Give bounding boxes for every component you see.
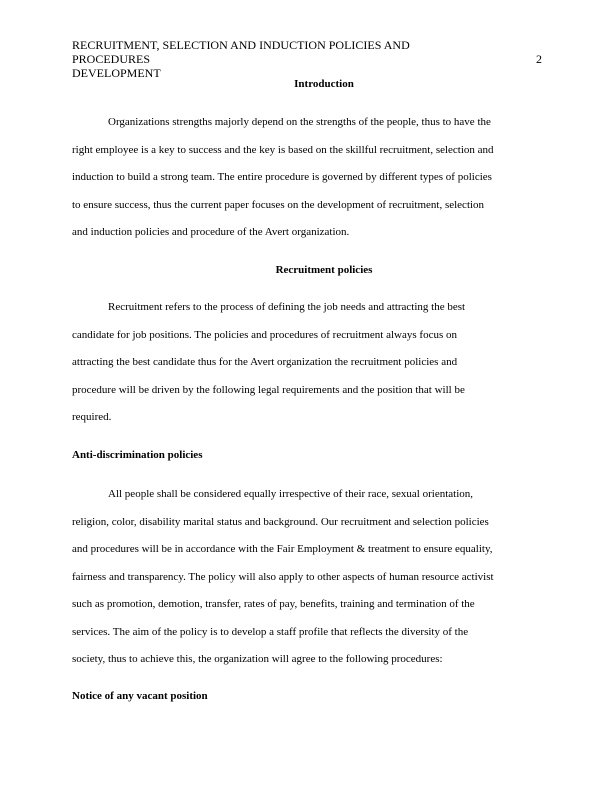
heading-anti-discrimination: Anti-discrimination policies	[72, 449, 203, 461]
paragraph-line: services. The aim of the policy is to develop a staff profile that reflects the diversity of the	[72, 625, 469, 638]
running-head	[72, 38, 472, 80]
paragraph-line: religion, color, disability marital status and background. Our recruitment and selection policies	[72, 515, 489, 528]
paragraph-anti-discrimination	[72, 487, 540, 680]
running-head-line-2: DEVELOPMENT	[72, 66, 161, 80]
paragraph-line: procedure will be driven by the following legal requirements and the position that will be	[72, 383, 465, 396]
heading-notice-vacant-position: Notice of any vacant position	[72, 690, 208, 702]
heading-recruitment-policies: Recruitment policies	[275, 264, 373, 276]
heading-introduction: Introduction	[294, 78, 354, 90]
paragraph-line: fairness and transparency. The policy will also apply to other aspects of human resource activist	[72, 570, 494, 583]
paragraph-line: All people shall be considered equally irrespective of their race, sexual orientation,	[108, 488, 473, 500]
paragraph-line: attracting the best candidate thus for the Avert organization the recruitment policies and	[72, 356, 458, 368]
paragraph-line: to ensure success, thus the current paper focuses on the development of recruitment, selection	[72, 198, 485, 211]
paragraph-recruitment-policies	[72, 300, 540, 438]
page-number: 2	[536, 52, 542, 66]
paragraph-introduction	[72, 115, 540, 253]
paragraph-line: right employee is a key to success and the key is based on the skillful recruitment, selection and	[72, 143, 494, 156]
paragraph-line: Organizations strengths majorly depend on the strengths of the people, thus to have the	[108, 116, 491, 128]
paragraph-line: such as promotion, demotion, transfer, rates of pay, benefits, training and termination of the	[72, 598, 475, 610]
paragraph-line: required.	[72, 411, 112, 423]
paragraph-line: and procedures will be in accordance with the Fair Employment & treatment to ensure equality,	[72, 543, 493, 555]
running-head-line-1: RECRUITMENT, SELECTION AND INDUCTION POLICIES AND PROCEDURES	[72, 38, 410, 66]
paragraph-line: candidate for job positions. The policies and procedures of recruitment always focus on	[72, 328, 457, 341]
paragraph-line: and induction policies and procedure of the Avert organization.	[72, 226, 350, 238]
paragraph-line: Recruitment refers to the process of defining the job needs and attracting the best	[108, 301, 466, 313]
paragraph-line: induction to build a strong team. The entire procedure is governed by different types of policies	[72, 171, 492, 183]
paragraph-line: society, thus to achieve this, the organization will agree to the following procedures:	[72, 653, 443, 665]
